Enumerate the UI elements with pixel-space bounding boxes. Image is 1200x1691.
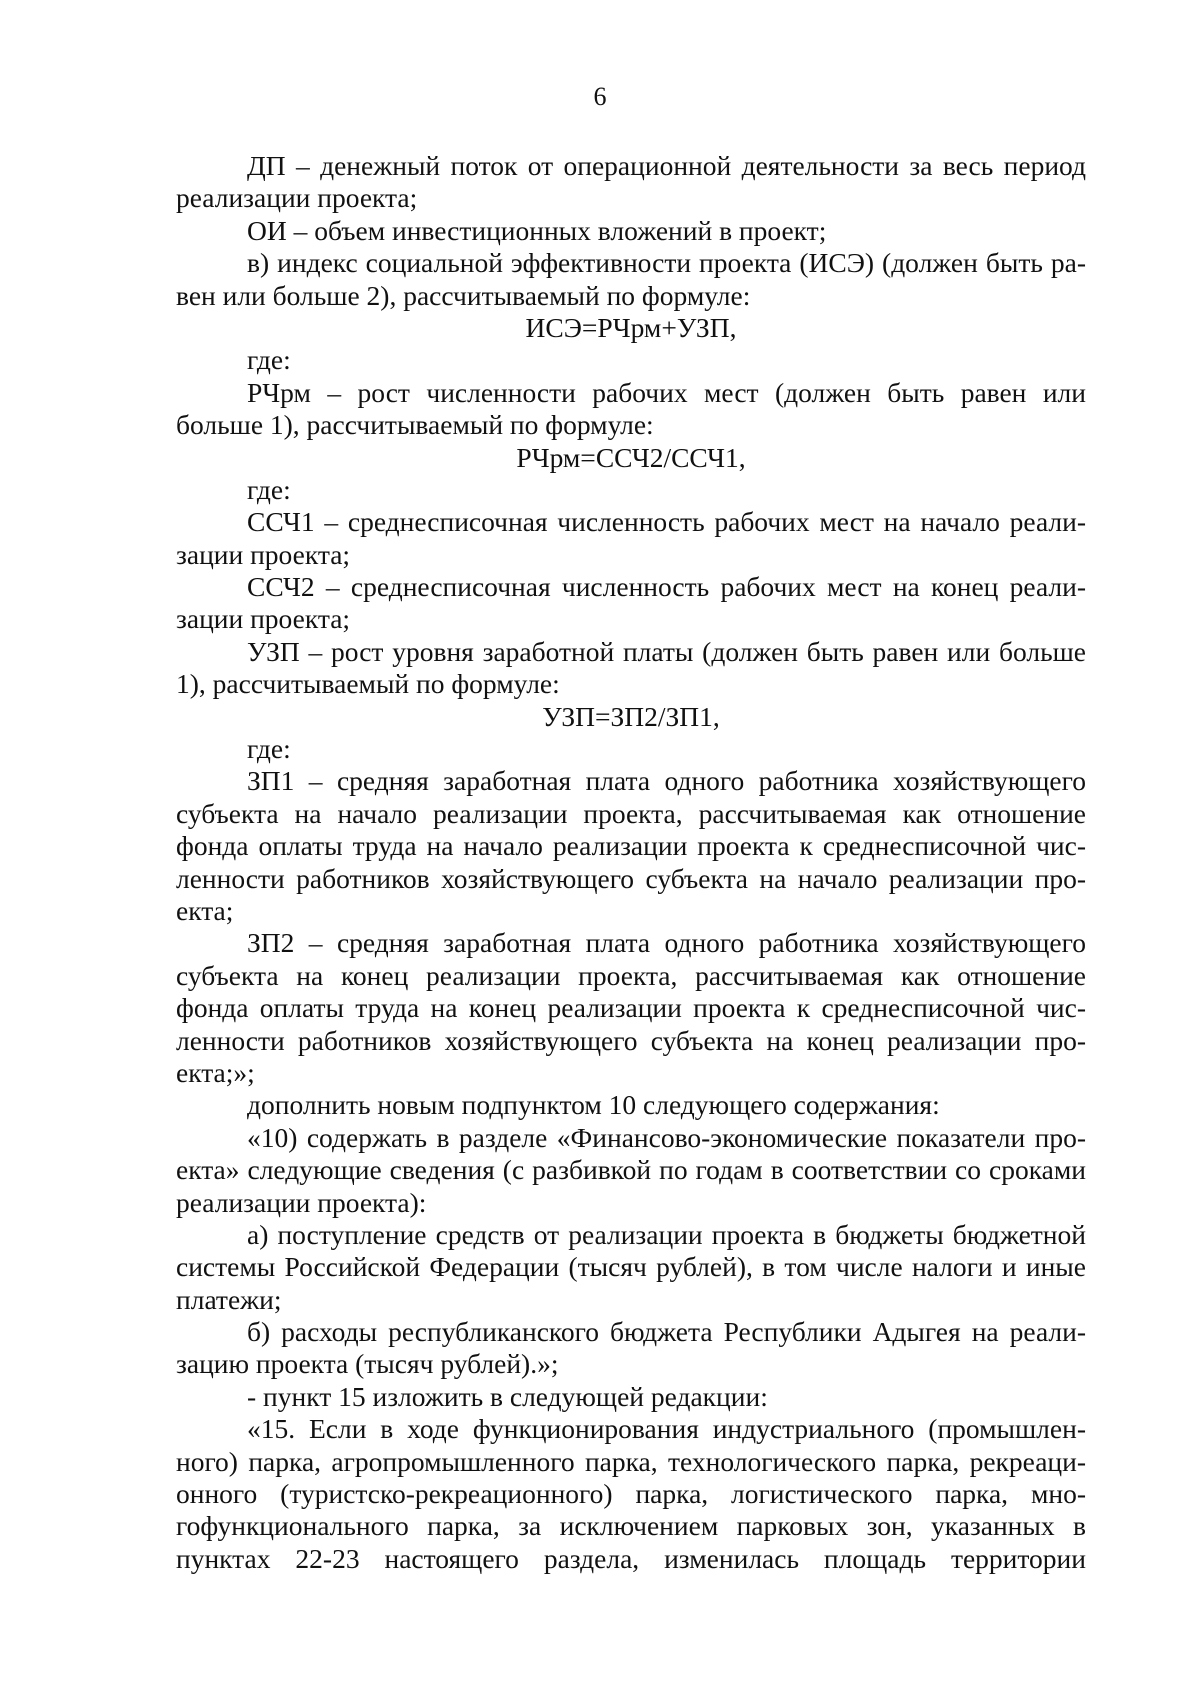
text-line: ССЧ2 – среднесписочная численность рабочих мест на конец реали-	[247, 571, 1086, 603]
formula-line: УЗП=ЗП2/ЗП1,	[542, 700, 720, 732]
paragraph	[176, 377, 1086, 442]
text-line: где:	[247, 733, 291, 765]
paragraph	[176, 765, 1086, 927]
paragraph	[176, 927, 1086, 1089]
formula-line: РЧрм=ССЧ2/ССЧ1,	[516, 441, 746, 473]
paragraph	[176, 1122, 1086, 1219]
text-line: «15. Если в ходе функционирования индустриального (промышлен-	[247, 1413, 1086, 1445]
text-line: пунктах 22-23 настоящего раздела, изменилась площадь территории	[176, 1542, 1086, 1574]
paragraph	[176, 636, 1086, 701]
paragraph	[176, 474, 1086, 506]
document-body	[176, 150, 1086, 1575]
text-line: б) расходы республиканского бюджета Республики Адыгея на реали-	[247, 1316, 1086, 1348]
formula-line: ИСЭ=РЧрм+УЗП,	[525, 311, 737, 343]
text-line: платежи;	[176, 1283, 282, 1315]
text-line: ЗП1 – средняя заработная плата одного работника хозяйствующего	[247, 765, 1086, 797]
paragraph	[176, 1413, 1086, 1575]
paragraph	[176, 1089, 1086, 1121]
text-line: ленности работников хозяйствующего субъекта на конец реализации про-	[176, 1024, 1086, 1056]
text-line: ленности работников хозяйствующего субъекта на начало реализации про-	[176, 862, 1086, 894]
text-line: где:	[247, 473, 291, 505]
text-line: ЗП2 – средняя заработная плата одного работника хозяйствующего	[247, 927, 1086, 959]
text-line: а) поступление средств от реализации проекта в бюджеты бюджетной	[247, 1218, 1086, 1250]
text-line: системы Российской Федерации (тысяч рублей), в том числе налоги и иные	[176, 1251, 1086, 1283]
text-line: больше 1), рассчитываемый по формуле:	[176, 409, 654, 441]
text-line: екта» следующие сведения (с разбивкой по годам в соответствии со сроками	[176, 1154, 1086, 1186]
text-line: 1), рассчитываемый по формуле:	[176, 668, 560, 700]
text-line: вен или больше 2), рассчитываемый по формуле:	[176, 279, 751, 311]
paragraph	[176, 733, 1086, 765]
text-line: зации проекта;	[176, 538, 351, 570]
paragraph	[176, 571, 1086, 636]
text-line: субъекта на конец реализации проекта, рассчитываемая как отношение	[176, 959, 1086, 991]
text-line: онного (туристско-рекреационного) парка, логистического парка, мно-	[176, 1478, 1086, 1510]
paragraph	[176, 1219, 1086, 1316]
text-line: РЧрм – рост численности рабочих мест (должен быть равен или	[247, 376, 1086, 408]
text-line: дополнить новым подпунктом 10 следующего содержания:	[247, 1089, 940, 1121]
text-line: екта;	[176, 894, 234, 926]
page-number: 6	[593, 82, 607, 111]
text-line: в) индекс социальной эффективности проекта (ИСЭ) (должен быть ра-	[247, 247, 1086, 279]
text-line: зацию проекта (тысяч рублей).»;	[176, 1348, 559, 1380]
text-line: зации проекта;	[176, 603, 351, 635]
text-line: гофункционального парка, за исключением парковых зон, указанных в	[176, 1510, 1086, 1542]
text-line: ДП – денежный поток от операционной деятельности за весь период	[247, 150, 1086, 181]
text-line: ССЧ1 – среднесписочная численность рабочих мест на начало реали-	[247, 506, 1086, 538]
text-line: екта;»;	[176, 1056, 255, 1088]
text-line: реализации проекта;	[176, 182, 418, 214]
text-line: фонда оплаты труда на начало реализации проекта к среднесписочной чис-	[176, 830, 1086, 862]
formula	[176, 312, 1086, 344]
text-line: субъекта на начало реализации проекта, рассчитываемая как отношение	[176, 797, 1086, 829]
text-line: ного) парка, агропромышленного парка, технологического парка, рекреаци-	[176, 1445, 1086, 1477]
paragraph	[176, 150, 1086, 215]
formula	[176, 701, 1086, 733]
text-line: фонда оплаты труда на конец реализации проекта к среднесписочной чис-	[176, 992, 1086, 1024]
paragraph	[176, 247, 1086, 312]
text-line: реализации проекта):	[176, 1186, 427, 1218]
paragraph	[176, 1381, 1086, 1413]
paragraph	[176, 344, 1086, 376]
text-line: - пункт 15 изложить в следующей редакции:	[247, 1380, 768, 1412]
text-line: где:	[247, 344, 291, 376]
text-line: «10) содержать в разделе «Финансово-экономические показатели про-	[247, 1121, 1086, 1153]
paragraph	[176, 215, 1086, 247]
text-line: УЗП – рост уровня заработной платы (должен быть равен или больше	[247, 635, 1086, 667]
formula	[176, 442, 1086, 474]
paragraph	[176, 1316, 1086, 1381]
paragraph	[176, 506, 1086, 571]
text-line: ОИ – объем инвестиционных вложений в проект;	[247, 214, 827, 246]
